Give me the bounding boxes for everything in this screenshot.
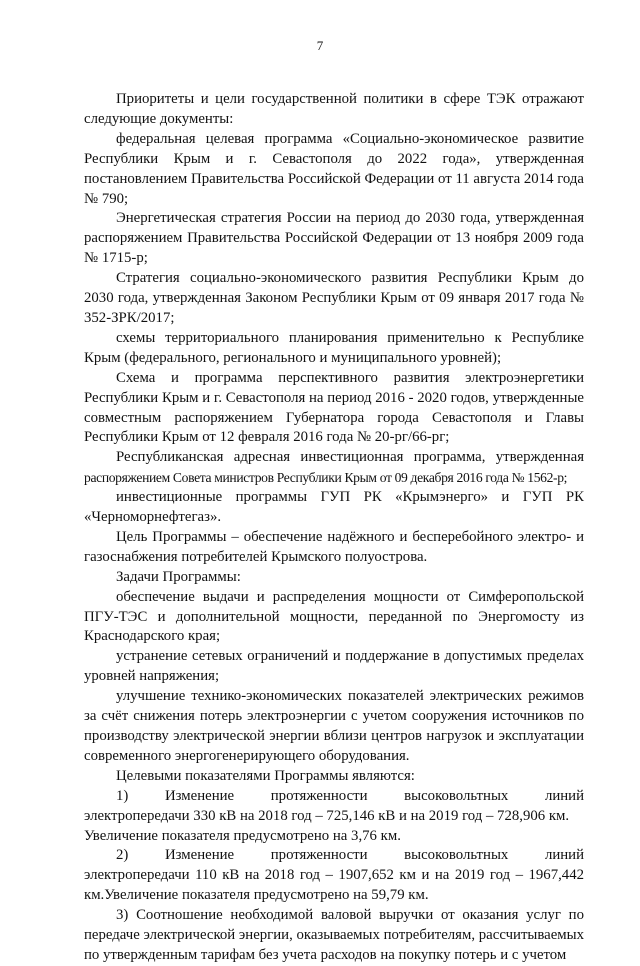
indicator-1-word-3: высоковольтных bbox=[404, 787, 509, 804]
paragraph-federal-program: федеральная целевая программа «Социально-экономическое развитие Республики Крым и г. Севастополя до 2022 года», утвержденная постановлением Правительства Российской Федерации от 11 августа 2014 года № 790; bbox=[84, 130, 584, 207]
indicator-2-word-3: высоковольтных bbox=[404, 847, 509, 864]
paragraph-investment-programs-gup: инвестиционные программы ГУП РК «Крымэнерго» и ГУП РК «Черноморнефтегаз». bbox=[84, 489, 584, 526]
indicator-1-word-1: Изменение bbox=[164, 787, 235, 804]
paragraph-development-strategy: Стратегия социально-экономического развития Республики Крым до 2030 года, утвержденная Законом Республики Крым от 09 января 2017 года № 352-ЗРК/2017; bbox=[84, 270, 584, 326]
page-number: 7 bbox=[316, 38, 324, 53]
paragraph-priorities-line2: следующие документы: bbox=[84, 110, 234, 127]
document-body bbox=[84, 90, 584, 966]
indicator-2-first-line bbox=[84, 846, 584, 866]
indicator-1-word-4: линий bbox=[544, 787, 584, 804]
indicator-2-word-2: протяженности bbox=[270, 847, 368, 864]
paragraph-task-improvement: улучшение технико-экономических показателей электрических режимов за счёт снижения потерь электроэнергии с учетом сооружения источников по производству электрической энергии вблизи центров нагрузок и эксплуатации современного энергогенерирующего оборудования. bbox=[84, 688, 584, 764]
indicator-2-text: электропередачи 110 кВ на 2018 год – 1907,652 км и на 2019 год – 1967,442 км.Увеличение показателя предусмотрено на 59,79 км. bbox=[84, 867, 584, 904]
indicator-2-number: 2) bbox=[116, 847, 129, 864]
paragraph-indicators-heading: Целевыми показателями Программы являются: bbox=[116, 767, 415, 784]
paragraph-energy-strategy: Энергетическая стратегия России на период до 2030 года, утвержденная распоряжением Правительства Российской Федерации от 13 ноября 2009 года № 1715-р; bbox=[84, 210, 584, 267]
indicator-1-text: электропередачи 330 кВ на 2018 год – 725,146 кВ и на 2019 год – 728,906 км. bbox=[84, 807, 570, 824]
paragraph-investment-program-line2: распоряжением Совета министров Республики Крым от 09 декабря 2016 года № 1562-р; bbox=[84, 470, 568, 486]
paragraph-priorities-line1: Приоритеты и цели государственной политики в сфере ТЭК отражают bbox=[116, 91, 584, 107]
paragraph-task-network: устранение сетевых ограничений и поддержание в допустимых пределах уровней напряжения; bbox=[84, 648, 584, 685]
paragraph-tasks-heading: Задачи Программы: bbox=[116, 568, 241, 585]
paragraph-investment-program-line1: Республиканская адресная инвестиционная программа, утвержденная bbox=[116, 449, 584, 466]
indicator-1-number: 1) bbox=[116, 787, 129, 804]
paragraph-program-goal: Цель Программы – обеспечение надёжного и бесперебойного электро- и газоснабжения потребителей Крымского полуострова. bbox=[84, 528, 584, 565]
paragraph-task-capacity: обеспечение выдачи и распределения мощности от Симферопольской ПГУ-ТЭС и дополнительной мощности, переданной по Энергомосту из Краснодарского края; bbox=[84, 588, 584, 645]
paragraph-planning-schemes: схемы территориального планирования применительно к Республике Крым (федерального, регионального и муниципального уровней); bbox=[84, 329, 584, 366]
paragraph-power-scheme: Схема и программа перспективного развития электроэнергетики Республики Крым и г. Севастополя на период 2016 - 2020 годов, утвержденные совместным распоряжением Губернатора города Севастополя и Главы Республики Крым от 12 февраля 2016 года № 20-рг/66-рг; bbox=[84, 369, 584, 446]
indicator-2-word-4: линий bbox=[544, 847, 584, 864]
indicator-1-increase: Увеличение показателя предусмотрено на 3,76 км. bbox=[84, 827, 401, 844]
indicator-1-word-2: протяженности bbox=[270, 787, 368, 804]
paragraph-revenue-ratio: 3) Соотношение необходимой валовой выручки от оказания услуг по передаче электрической энергии, оказываемых потребителям, рассчитываемых по утвержденным тарифам без учета расходов на покупку потерь и с учетом bbox=[84, 907, 584, 963]
indicator-1-first-line bbox=[84, 787, 584, 807]
indicator-2-word-1: Изменение bbox=[164, 847, 235, 864]
